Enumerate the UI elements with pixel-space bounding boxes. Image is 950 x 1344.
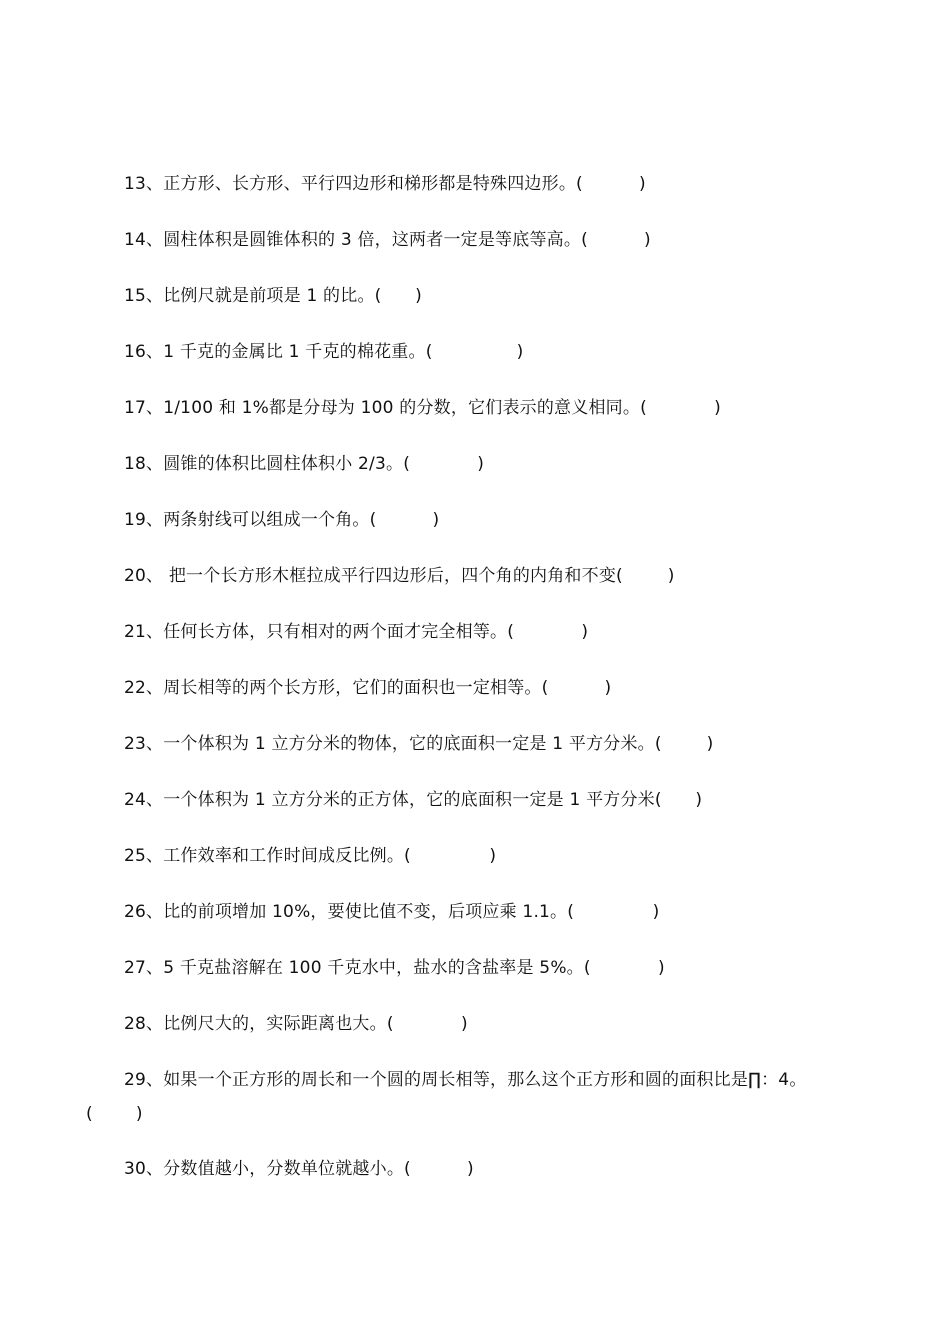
answer-open-paren: (	[369, 510, 377, 530]
question-text: 一个体积为 1 立方分米的正方体，它的底面积一定是 1 平方分米	[163, 790, 655, 810]
question-text: 比例尺就是前项是 1 的比。	[163, 286, 375, 306]
question-13	[124, 173, 646, 195]
question-number: 15、	[124, 286, 164, 306]
answer-close-paren: )	[415, 286, 422, 306]
question-number: 27、	[124, 958, 164, 978]
question-number: 23、	[124, 734, 164, 754]
answer-open-paren: (	[374, 286, 382, 306]
question-number: 21、	[124, 622, 164, 642]
answer-blank[interactable]	[583, 174, 639, 194]
answer-close-paren: )	[581, 622, 589, 642]
answer-open-paren: (	[581, 230, 588, 250]
answer-blank[interactable]	[376, 510, 432, 530]
question-text: 圆锥的体积比圆柱体积小 2/3。	[163, 454, 404, 474]
question-14	[124, 229, 651, 251]
question-22	[124, 677, 611, 699]
answer-open-paren: (	[404, 846, 411, 866]
question-text: 两条射线可以组成一个角。	[163, 510, 370, 530]
answer-open-paren: (	[541, 678, 549, 698]
answer-blank[interactable]	[591, 958, 658, 978]
question-23	[124, 733, 713, 755]
question-text: 比例尺大的，实际距离也大。	[163, 1014, 387, 1034]
question-19	[124, 509, 439, 531]
question-text: 周长相等的两个长方形，它们的面积也一定相等。	[163, 678, 542, 698]
answer-close-paren: )	[460, 1014, 468, 1034]
answer-close-paren: )	[695, 790, 703, 810]
question-number: 24、	[124, 790, 164, 810]
answer-close-paren: )	[667, 566, 675, 586]
question-25	[124, 845, 496, 867]
answer-open-paren: (	[425, 342, 433, 362]
answer-blank[interactable]	[662, 790, 696, 810]
answer-close-paren: )	[604, 678, 612, 698]
question-number: 19、	[124, 510, 164, 530]
question-30	[124, 1158, 474, 1180]
answer-close-paren: )	[714, 398, 721, 418]
question-number: 18、	[124, 454, 164, 474]
question-18	[124, 453, 484, 475]
question-number: 26、	[124, 902, 164, 922]
question-text: 把一个长方形木框拉成平行四边形后，四个角的内角和不变	[163, 566, 617, 586]
question-text: 5 千克盐溶解在 100 千克水中，盐水的含盐率是 5%。	[163, 958, 584, 978]
question-21	[124, 621, 588, 643]
answer-open-paren: (	[86, 1104, 93, 1124]
question-number: 25、	[124, 846, 164, 866]
answer-blank[interactable]	[93, 1104, 136, 1124]
question-28	[124, 1013, 468, 1035]
answer-blank[interactable]	[623, 566, 668, 586]
answer-close-paren: )	[135, 1104, 143, 1124]
question-20	[124, 565, 675, 587]
answer-blank[interactable]	[588, 230, 644, 250]
answer-open-paren: (	[576, 174, 583, 194]
answer-open-paren: (	[507, 622, 515, 642]
question-number: 20、	[124, 566, 164, 586]
answer-open-paren: (	[567, 902, 575, 922]
question-text: 一个体积为 1 立方分米的物体，它的底面积一定是 1 平方分米。	[163, 734, 655, 754]
question-text: 比的前项增加 10%，要使比值不变，后项应乘 1.1。	[163, 902, 568, 922]
question-number: 30、	[124, 1159, 164, 1179]
answer-close-paren: )	[652, 902, 660, 922]
question-27	[124, 957, 665, 979]
answer-close-paren: )	[466, 1159, 474, 1179]
question-number: 29、	[124, 1070, 164, 1090]
question-number: 13、	[124, 174, 164, 194]
question-number: 16、	[124, 342, 164, 362]
answer-blank[interactable]	[394, 1014, 461, 1034]
question-text: 正方形、长方形、平行四边形和梯形都是特殊四边形。	[163, 174, 577, 194]
question-text: 如果一个正方形的周长和一个圆的周长相等，那么这个正方形和圆的面积比是∏：4。	[163, 1070, 807, 1090]
question-number: 22、	[124, 678, 164, 698]
answer-open-paren: (	[640, 398, 647, 418]
question-number: 14、	[124, 230, 164, 250]
question-26	[124, 901, 659, 923]
question-29	[124, 1069, 807, 1091]
question-number: 17、	[124, 398, 164, 418]
question-text: 1 千克的金属比 1 千克的棉花重。	[163, 342, 426, 362]
answer-blank[interactable]	[382, 286, 416, 306]
answer-blank[interactable]	[574, 902, 652, 922]
answer-blank[interactable]	[647, 398, 714, 418]
question-text: 工作效率和工作时间成反比例。	[163, 846, 405, 866]
question-text: 任何长方体，只有相对的两个面才完全相等。	[163, 622, 508, 642]
answer-open-paren: (	[583, 958, 591, 978]
answer-open-paren: (	[403, 454, 411, 474]
answer-blank[interactable]	[514, 622, 581, 642]
question-text: 分数值越小，分数单位就越小。	[163, 1159, 405, 1179]
answer-blank[interactable]	[411, 846, 489, 866]
answer-blank[interactable]	[433, 342, 517, 362]
answer-blank[interactable]	[411, 1159, 467, 1179]
answer-close-paren: )	[516, 342, 524, 362]
answer-close-paren: )	[477, 454, 485, 474]
answer-blank[interactable]	[662, 734, 707, 754]
answer-open-paren: (	[654, 790, 662, 810]
answer-open-paren: (	[404, 1159, 411, 1179]
question-15	[124, 285, 422, 307]
answer-open-paren: (	[616, 566, 623, 586]
answer-close-paren: )	[657, 958, 665, 978]
question-16	[124, 341, 523, 363]
question-17	[124, 397, 721, 419]
question-24	[124, 789, 702, 811]
question-29-answer-line	[86, 1103, 143, 1125]
answer-close-paren: )	[643, 230, 651, 250]
question-text: 圆柱体积是圆锥体积的 3 倍，这两者一定是等底等高。	[163, 230, 582, 250]
question-number: 28、	[124, 1014, 164, 1034]
question-text: 1/100 和 1%都是分母为 100 的分数，它们表示的意义相同。	[163, 398, 641, 418]
answer-blank[interactable]	[548, 678, 604, 698]
answer-close-paren: )	[706, 734, 714, 754]
answer-open-paren: (	[654, 734, 662, 754]
answer-close-paren: )	[489, 846, 497, 866]
answer-blank[interactable]	[410, 454, 477, 474]
answer-close-paren: )	[432, 510, 440, 530]
answer-close-paren: )	[638, 174, 646, 194]
answer-open-paren: (	[386, 1014, 394, 1034]
